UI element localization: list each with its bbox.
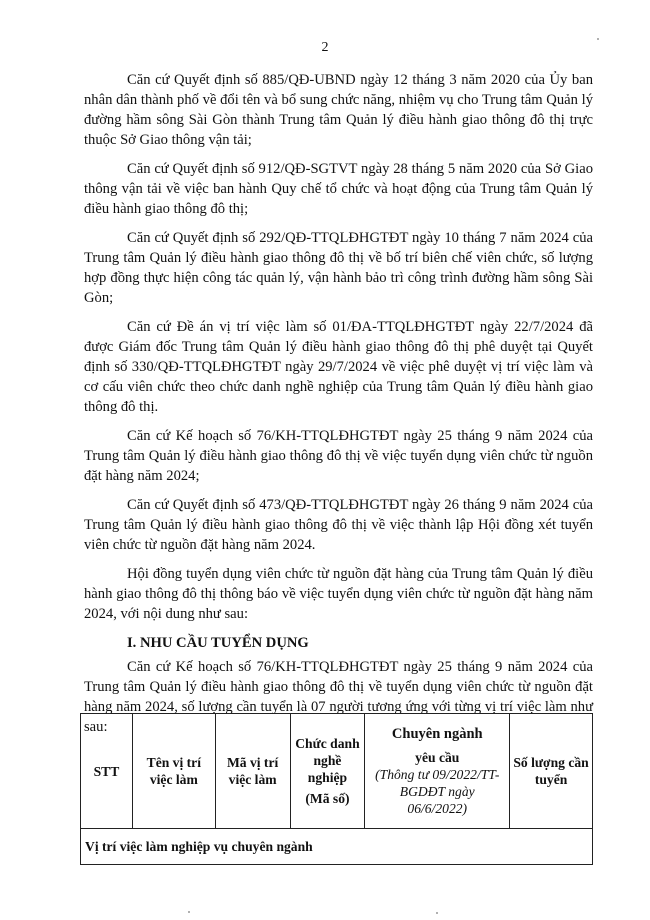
page-number: 2 (321, 40, 329, 55)
scan-speck (597, 38, 599, 40)
legal-basis-paragraph: Căn cứ Quyết định số 912/QĐ-SGTVT ngày 28 tháng 5 năm 2020 của Sở Giao thông vận tải về việc ban hành Quy chế tổ chức và hoạt động của Trung tâm Quản lý điều hành giao thông đô thị; (84, 161, 593, 217)
section-paragraph: Căn cứ Kế hoạch số 76/KH-TTQLĐHGTĐT ngày 25 tháng 9 năm 2024 của Trung tâm Quản lý điều hành giao thông đô thị về tuyển dụng viên chức từ nguồn đặt hàng năm 2024, số lượng cần tuyển là 07 người tương ứng với từng vị trí việc làm như sau: (84, 659, 593, 735)
scan-speck (188, 911, 190, 913)
header-title (290, 714, 365, 829)
recruitment-table (80, 713, 593, 865)
header-title-label: Chức danh nghề nghiệp (295, 736, 360, 785)
announcement-paragraph: Hội đồng tuyển dụng viên chức từ nguồn đặt hàng của Trung tâm Quản lý điều hành giao thông đô thị thông báo về việc tuyển dụng viên chức từ nguồn đặt hàng năm 2024, với nội dung như sau: (84, 566, 593, 622)
header-position-name: Tên vị trí việc làm (132, 714, 215, 829)
legal-basis-paragraph: Căn cứ Quyết định số 292/QĐ-TTQLĐHGTĐT ngày 10 tháng 7 năm 2024 của Trung tâm Quản lý điều hành giao thông đô thị về bố trí biên chế viên chức, số lượng hợp đồng thực hiện công tác quản lý, vận hành bảo trì công trình đường hầm sông Sài Gòn; (84, 230, 593, 306)
header-quantity: Số lượng cần tuyển (510, 714, 593, 829)
header-major-label: Chuyên ngành (391, 725, 483, 742)
header-title-code: (Mã số) (305, 791, 350, 806)
scan-speck (436, 912, 438, 914)
header-major (365, 714, 510, 829)
header-stt: STT (81, 714, 133, 829)
table-row (81, 829, 593, 865)
section-heading: I. NHU CẦU TUYỂN DỤNG (127, 635, 309, 651)
legal-basis-paragraph: Căn cứ Đề án vị trí việc làm số 01/ĐA-TTQLĐHGTĐT ngày 22/7/2024 đã được Giám đốc Trung tâm Quản lý điều hành giao thông đô thị phê duyệt tại Quyết định số 330/QĐ-TTQLĐHGTĐT ngày 29/7/2024 về việc phê duyệt vị trí việc làm và cơ cấu viên chức theo chức danh nghề nghiệp của Trung tâm Quản lý điều hành giao thông đô thị. (84, 319, 593, 415)
header-major-note: (Thông tư 09/2022/TT-BGDĐT ngày 06/6/2022) (375, 766, 500, 816)
header-major-req: yêu cầu (415, 749, 460, 765)
document-body (84, 70, 593, 746)
legal-basis-paragraph: Căn cứ Quyết định số 885/QĐ-UBND ngày 12 tháng 3 năm 2020 của Ủy ban nhân dân thành phố về đổi tên và bổ sung chức năng, nhiệm vụ cho Trung tâm Quản lý đường hầm sông Sài Gòn thành Trung tâm Quản lý điều hành giao thông đô thị trực thuộc Sở Giao thông vận tải; (84, 72, 593, 148)
header-position-code: Mã vị trí việc làm (215, 714, 290, 829)
table-section-row: Vị trí việc làm nghiệp vụ chuyên ngành (81, 829, 593, 865)
legal-basis-paragraph: Căn cứ Quyết định số 473/QĐ-TTQLĐHGTĐT ngày 26 tháng 9 năm 2024 của Trung tâm Quản lý điều hành giao thông đô thị về việc thành lập Hội đồng xét tuyển viên chức từ nguồn đặt hàng năm 2024. (84, 497, 593, 553)
legal-basis-paragraph: Căn cứ Kế hoạch số 76/KH-TTQLĐHGTĐT ngày 25 tháng 9 năm 2024 của Trung tâm Quản lý điều hành giao thông đô thị về việc tuyển dụng viên chức từ nguồn đặt hàng năm 2024; (84, 428, 593, 484)
table-header-row (81, 714, 593, 829)
